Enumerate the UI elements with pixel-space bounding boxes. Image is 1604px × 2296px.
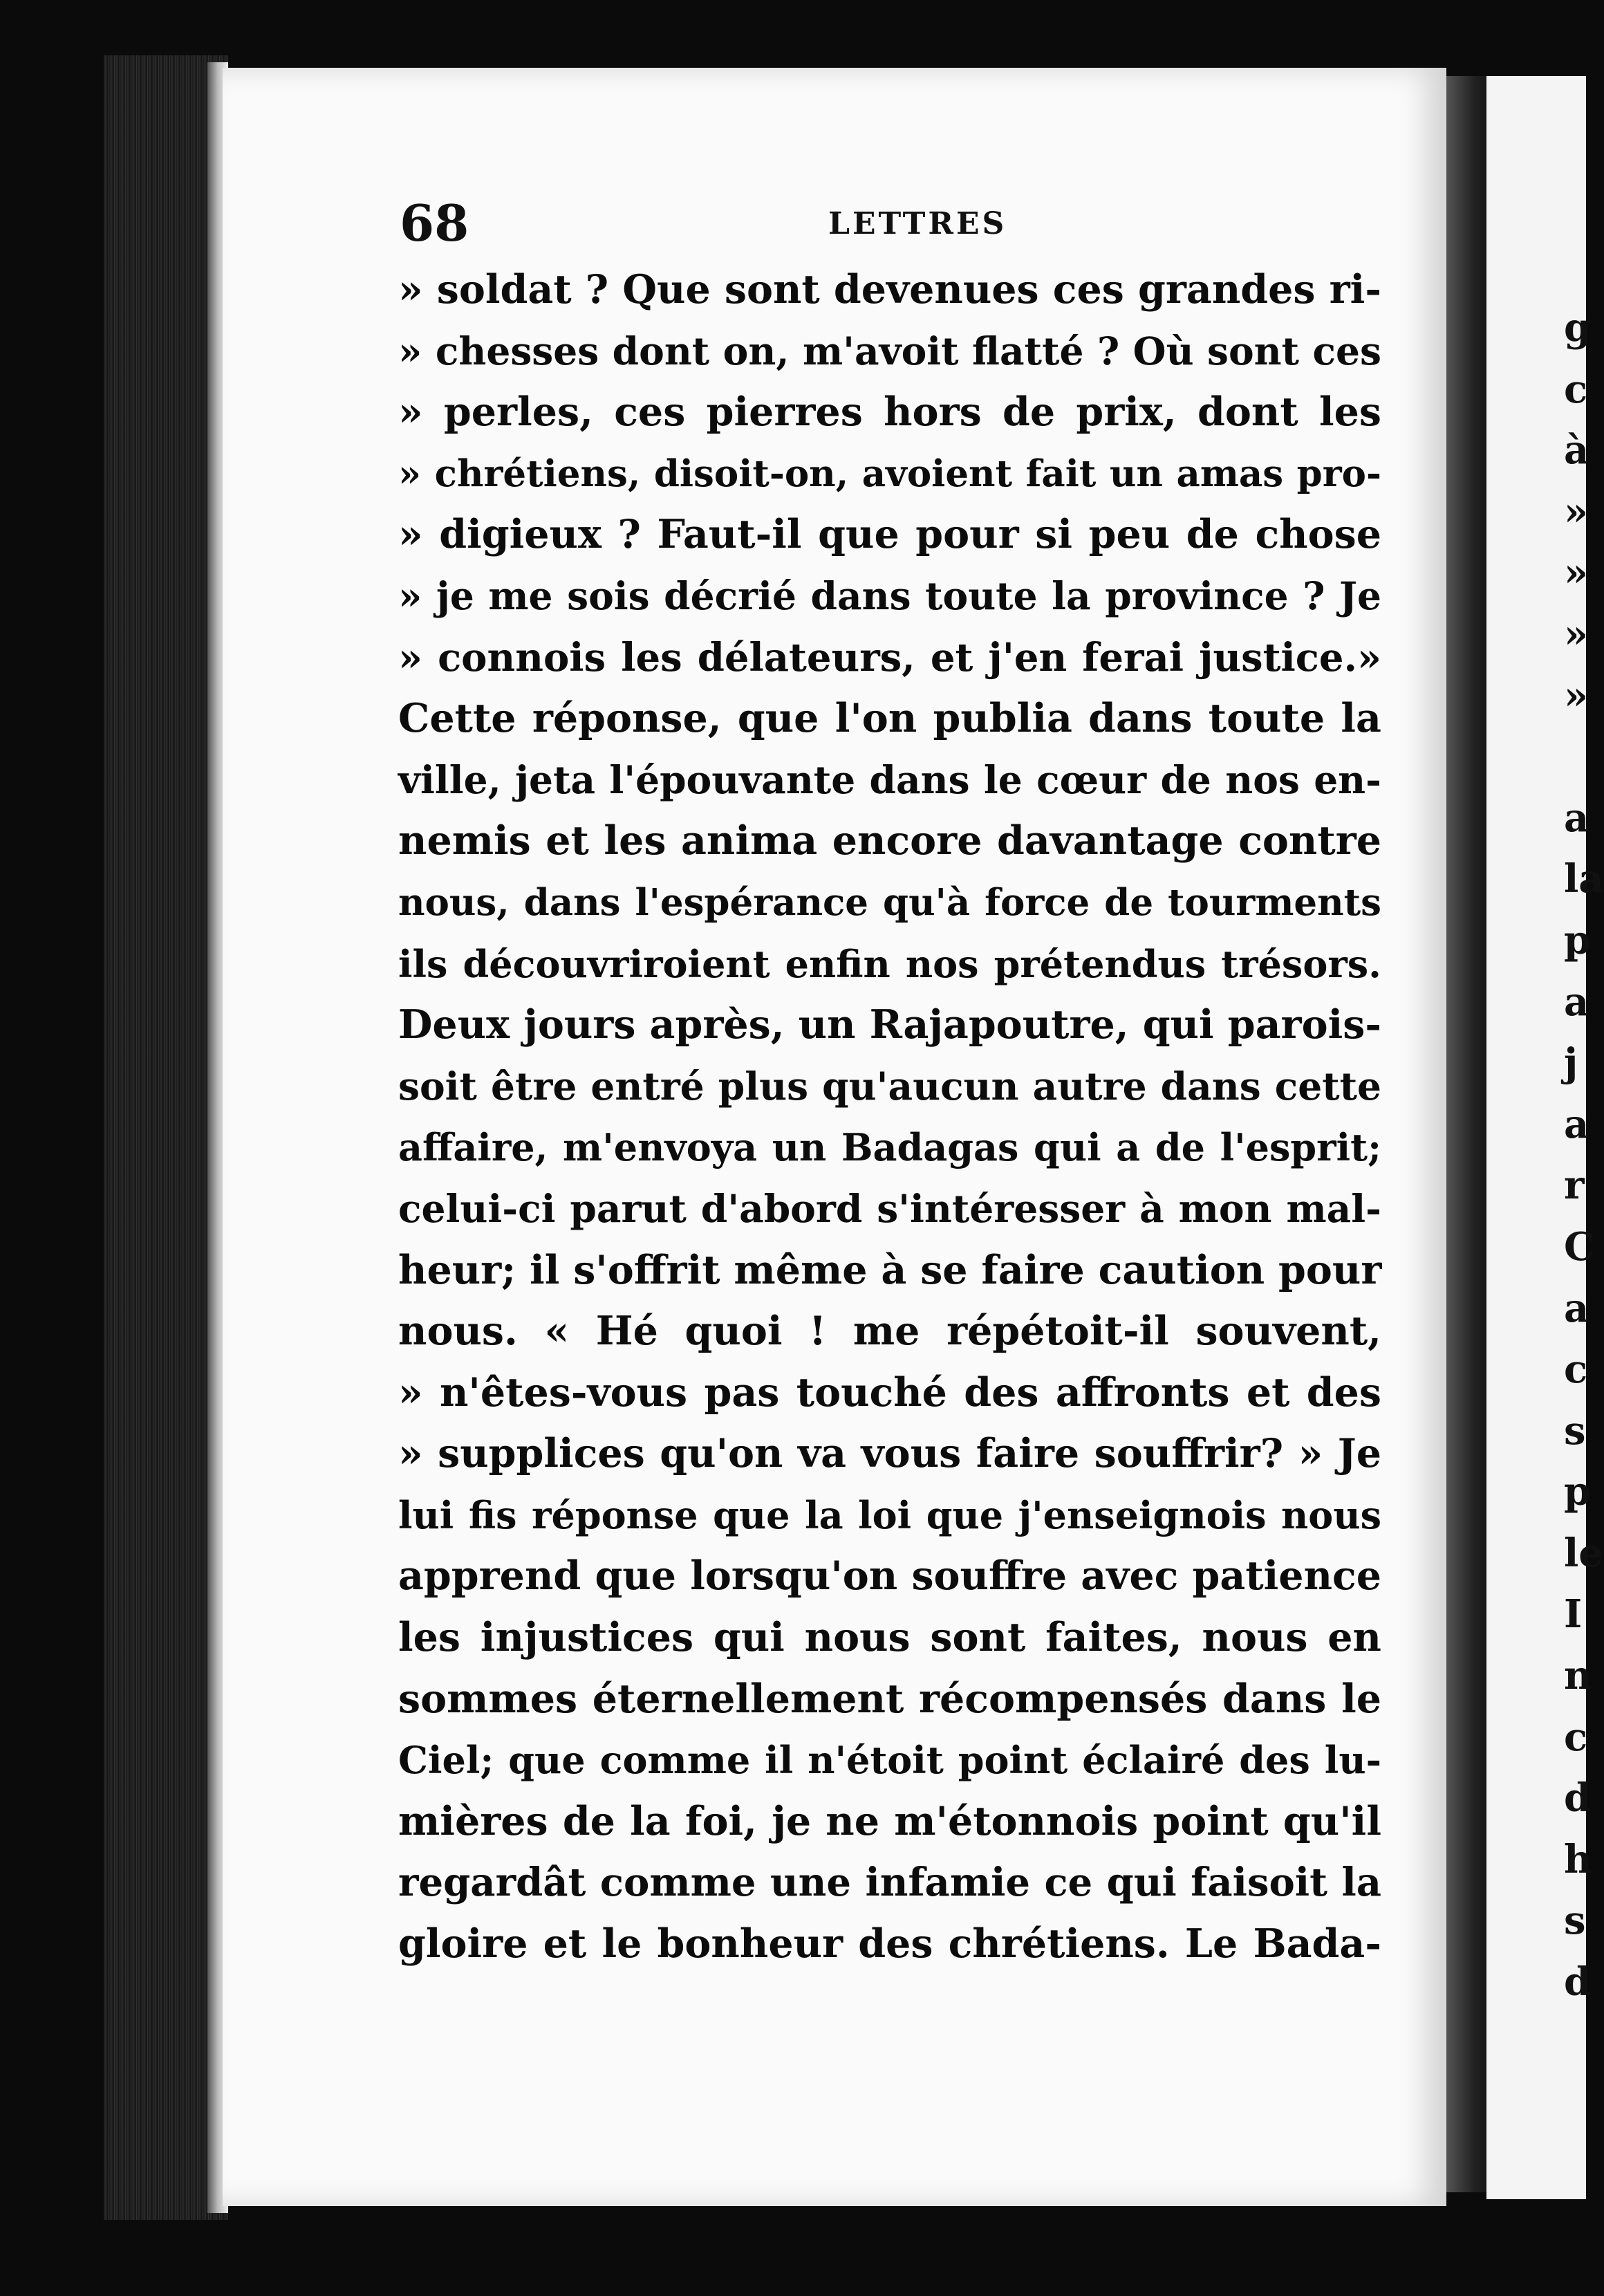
- text-line: » connois les délateurs, et j'en ferai justice.»: [398, 634, 1381, 681]
- facing-page-fragment: j: [1564, 1040, 1578, 1086]
- text-line: nemis et les anima encore davantage contre: [398, 817, 1381, 864]
- text-line: les injustices qui nous sont faites, nous en: [398, 1614, 1381, 1661]
- text-line: apprend que lorsqu'on souffre avec patience: [398, 1553, 1381, 1600]
- text-line: » perles, ces pierres hors de prix, dont les: [398, 389, 1381, 436]
- text-line: heur; il s'offrit même à se faire caution pour: [398, 1246, 1382, 1293]
- facing-page-fragment: d: [1564, 1959, 1592, 2006]
- page-header: [400, 194, 1381, 256]
- running-head: LETTRES: [828, 206, 1007, 241]
- facing-page-fragment: g: [1564, 305, 1592, 351]
- facing-page-fragment: a: [1564, 1101, 1589, 1147]
- facing-page-fragment: a: [1564, 1285, 1589, 1331]
- text-line: » digieux ? Faut-il que pour si peu de chose: [398, 511, 1381, 558]
- facing-page-fragment: r: [1564, 1163, 1585, 1209]
- text-line: ville, jeta l'épouvante dans le cœur de nos en-: [398, 757, 1381, 802]
- facing-page-fragment: la: [1564, 856, 1604, 902]
- facing-page-fragment: s: [1564, 1407, 1586, 1454]
- facing-page-fragment: [1564, 726, 1592, 788]
- facing-page-fragment: I: [1564, 1591, 1583, 1638]
- text-line: sommes éternellement récompensés dans le: [398, 1675, 1381, 1722]
- text-line: ils découvriroient enfin nos prétendus trésors.: [398, 941, 1381, 986]
- text-line: » je me sois décrié dans toute la province ? Je: [398, 573, 1381, 618]
- text-line: » soldat ? Que sont devenues ces grandes ri-: [398, 266, 1381, 313]
- text-line: lui fis réponse que la loi que j'enseignois nous: [398, 1492, 1381, 1537]
- facing-page-fragment: c: [1564, 1714, 1588, 1760]
- text-line: » chrétiens, disoit-on, avoient fait un amas pro-: [398, 452, 1381, 495]
- facing-page-fragment: »: [1564, 488, 1588, 535]
- facing-page-fragment: »: [1564, 550, 1588, 596]
- facing-page-fragment: C: [1564, 1223, 1595, 1270]
- text-line: » n'êtes-vous pas touché des affronts et des: [398, 1369, 1381, 1416]
- text-line: regardât comme une infamie ce qui faisoit la: [398, 1860, 1381, 1906]
- text-line: » supplices qu'on va vous faire souffrir? » Je: [398, 1430, 1381, 1477]
- text-line: soit être entré plus qu'aucun autre dans cette: [398, 1063, 1381, 1109]
- text-line: Cette réponse, que l'on publia dans toute la: [398, 695, 1381, 742]
- facing-page-fragment: a: [1564, 979, 1589, 1025]
- facing-page-fragment: »: [1564, 672, 1588, 719]
- text-line: celui-ci parut d'abord s'intéresser à mon mal-: [398, 1185, 1381, 1231]
- text-line: mières de la foi, je ne m'étonnois point qu'il: [398, 1797, 1381, 1844]
- facing-page-fragment: c: [1564, 1346, 1588, 1393]
- text-line: gloire et le bonheur des chrétiens. Le Bada-: [398, 1920, 1381, 1968]
- facing-page-text: [1564, 297, 1604, 2013]
- page-number: 68: [400, 194, 469, 252]
- text-line: nous, dans l'espérance qu'à force de tourments: [398, 880, 1381, 924]
- facing-page-fragment: h: [1564, 1836, 1592, 1882]
- facing-page-fragment: a: [1564, 795, 1589, 841]
- facing-page-fragment: c: [1564, 366, 1588, 412]
- text-line: Ciel; que comme il n'étoit point éclairé des lu-: [398, 1738, 1381, 1783]
- facing-page-fragment: s: [1564, 1898, 1586, 1944]
- facing-page-fragment: p: [1564, 1469, 1592, 1515]
- text-line: affaire, m'envoya un Badagas qui a de l'esprit;: [398, 1125, 1381, 1170]
- facing-page-fragment: à: [1564, 427, 1589, 474]
- body-text: [398, 259, 1381, 1975]
- text-line: » chesses dont on, m'avoit flatté ? Où sont ces: [398, 328, 1381, 373]
- text-line: nous. « Hé quoi ! me répétoit-il souvent,: [398, 1308, 1381, 1355]
- facing-page-fragment: »: [1564, 611, 1588, 657]
- facing-page-fragment: p: [1564, 917, 1592, 963]
- text-line: Deux jours après, un Rajapoutre, qui parois-: [398, 1001, 1381, 1048]
- facing-page-fragment: d: [1564, 1775, 1592, 1822]
- facing-page-fragment: n: [1564, 1653, 1592, 1699]
- facing-page-fragment: le: [1564, 1530, 1603, 1576]
